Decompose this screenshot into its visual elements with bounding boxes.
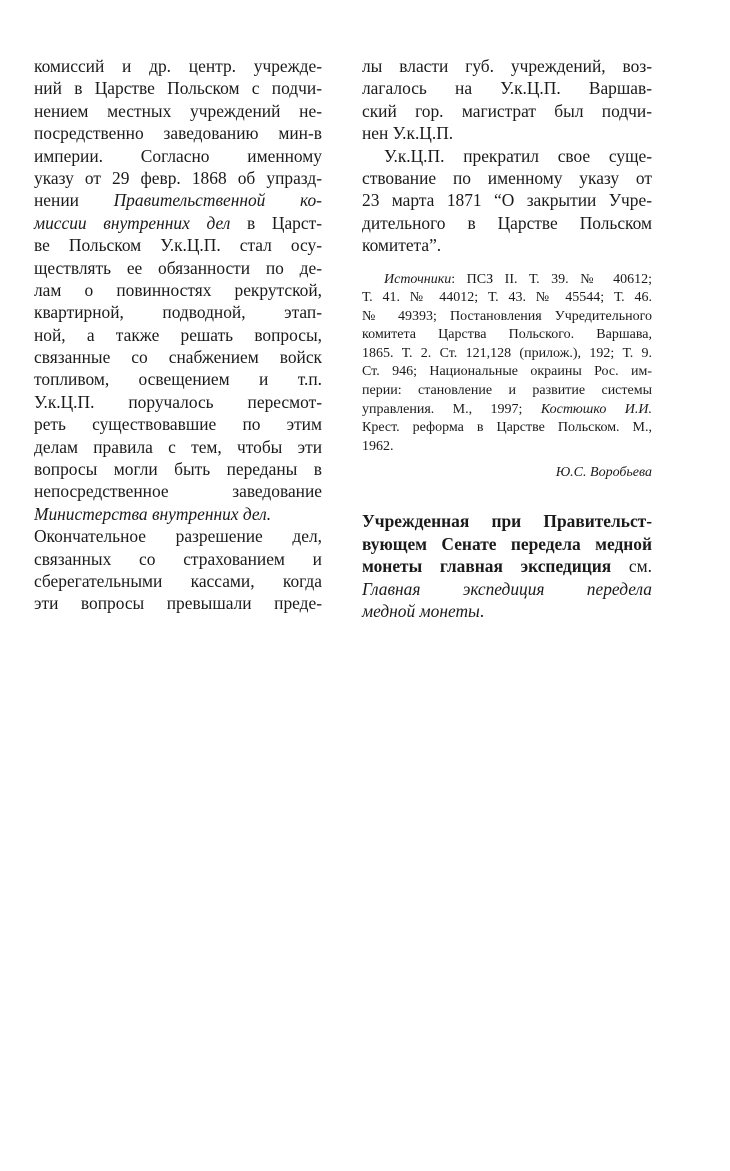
text-line bbox=[34, 212, 322, 234]
text-fragment: нении bbox=[34, 190, 79, 211]
headword-end: монеты главная экспедиция bbox=[362, 556, 612, 577]
sources-line: Т. 41. № 44012; Т. 43. № 45544; Т. 46. bbox=[362, 290, 652, 306]
text-line bbox=[34, 189, 322, 211]
text-line: ний в Царстве Польском с подчи- bbox=[34, 78, 322, 99]
text-line: ве Польском У.к.Ц.П. стал осу- bbox=[34, 235, 322, 256]
text-line: дительного в Царстве Польском bbox=[362, 212, 652, 233]
italic-term: миссии внутренних дел bbox=[34, 212, 231, 233]
sources-block bbox=[362, 271, 652, 457]
text-line: указу от 29 февр. 1868 об упразд- bbox=[34, 167, 322, 188]
text-line: ной, а также решать вопросы, bbox=[34, 324, 322, 345]
headword-line bbox=[362, 555, 652, 577]
sources-label: Источники bbox=[384, 271, 452, 287]
cross-reference-entry bbox=[362, 510, 652, 622]
reference-line bbox=[362, 600, 652, 622]
text-fragment: : ПСЗ II. Т. 39. № 40612; bbox=[451, 271, 652, 287]
sources-line: 1865. Т. 2. Ст. 121,128 (прилож.), 192; Т. 9. bbox=[362, 345, 652, 361]
text-line: связанных со страхованием и bbox=[34, 548, 322, 569]
text-line: связанные со снабжением войск bbox=[34, 347, 322, 368]
text-line: квартирной, подводной, этап- bbox=[34, 302, 322, 323]
text-line: У.к.Ц.П. поручалось пересмот- bbox=[34, 391, 322, 412]
text-line: ществлять ее обязанности по де- bbox=[34, 257, 322, 278]
text-line: комитета”. bbox=[362, 235, 442, 256]
text-line: нен У.к.Ц.П. bbox=[362, 123, 454, 144]
text-line: комиссий и др. центр. учрежде- bbox=[34, 56, 322, 76]
text-fragment: управления. М., 1997; bbox=[362, 401, 523, 417]
right-column bbox=[362, 55, 652, 622]
left-column bbox=[34, 55, 322, 615]
text-line: непосредственное заведование bbox=[34, 481, 322, 502]
text-line: империи. Согласно именному bbox=[34, 145, 322, 166]
text-line: эти вопросы превышали преде- bbox=[34, 593, 322, 614]
sources-line bbox=[362, 271, 652, 290]
text-line: топливом, освещением и т.п. bbox=[34, 369, 322, 390]
headword-line: вующем Сенате передела медной bbox=[362, 533, 652, 554]
text-line: вопросы могли быть переданы в bbox=[34, 459, 322, 480]
text-line: реть существовавшие по этим bbox=[34, 414, 322, 435]
reference-title: медной монеты bbox=[362, 601, 480, 622]
article-author: Ю.С. Воробьева bbox=[555, 465, 652, 481]
author-name: Костюшко И.И. bbox=[540, 401, 653, 417]
sources-line: 1962. bbox=[362, 438, 394, 454]
see-reference: см. bbox=[611, 556, 652, 577]
text-line: У.к.Ц.П. прекратил свое суще- bbox=[384, 145, 652, 166]
text-line: делам правила с тем, чтобы эти bbox=[34, 436, 322, 457]
italic-term: Правительственной ко- bbox=[113, 190, 322, 211]
text-line: ский гор. магистрат был подчи- bbox=[362, 100, 652, 121]
headword-line: Учрежденная при Правительст- bbox=[362, 511, 652, 532]
text-line: ствование по именному указу от bbox=[362, 167, 652, 188]
sources-line bbox=[362, 401, 652, 420]
sources-line: перии: становление и развитие системы bbox=[362, 383, 652, 399]
text-line: 23 марта 1871 “О закрытии Учре- bbox=[362, 190, 652, 211]
text-line: лы власти губ. учреждений, воз- bbox=[362, 56, 652, 76]
text-line-italic: Министерства внутренних дел. bbox=[34, 503, 272, 524]
reference-line: Главная экспедиция передела bbox=[362, 578, 652, 599]
sources-line: комитета Царства Польского. Варшава, bbox=[362, 327, 652, 343]
sources-line: Крест. реформа в Царстве Польском. М., bbox=[362, 420, 652, 436]
text-line: Окончательное разрешение дел, bbox=[34, 526, 322, 547]
text-line: сберегательными кассами, когда bbox=[34, 570, 322, 591]
sources-line: Ст. 946; Национальные окраины Рос. им- bbox=[362, 364, 652, 380]
text-line: посредственно заведованию мин-в bbox=[34, 123, 322, 144]
reference-end: . bbox=[479, 601, 485, 622]
text-line: лам о повинностях рекрутской, bbox=[34, 279, 322, 300]
text-line: лагалось на У.к.Ц.П. Варшав- bbox=[362, 78, 652, 99]
paragraph bbox=[362, 145, 652, 257]
paragraph bbox=[362, 55, 652, 145]
sources-line: № 49393; Постановления Учредительного bbox=[362, 308, 652, 324]
text-line: нением местных учреждений не- bbox=[34, 100, 322, 121]
text-fragment: в Царст- bbox=[247, 212, 322, 233]
